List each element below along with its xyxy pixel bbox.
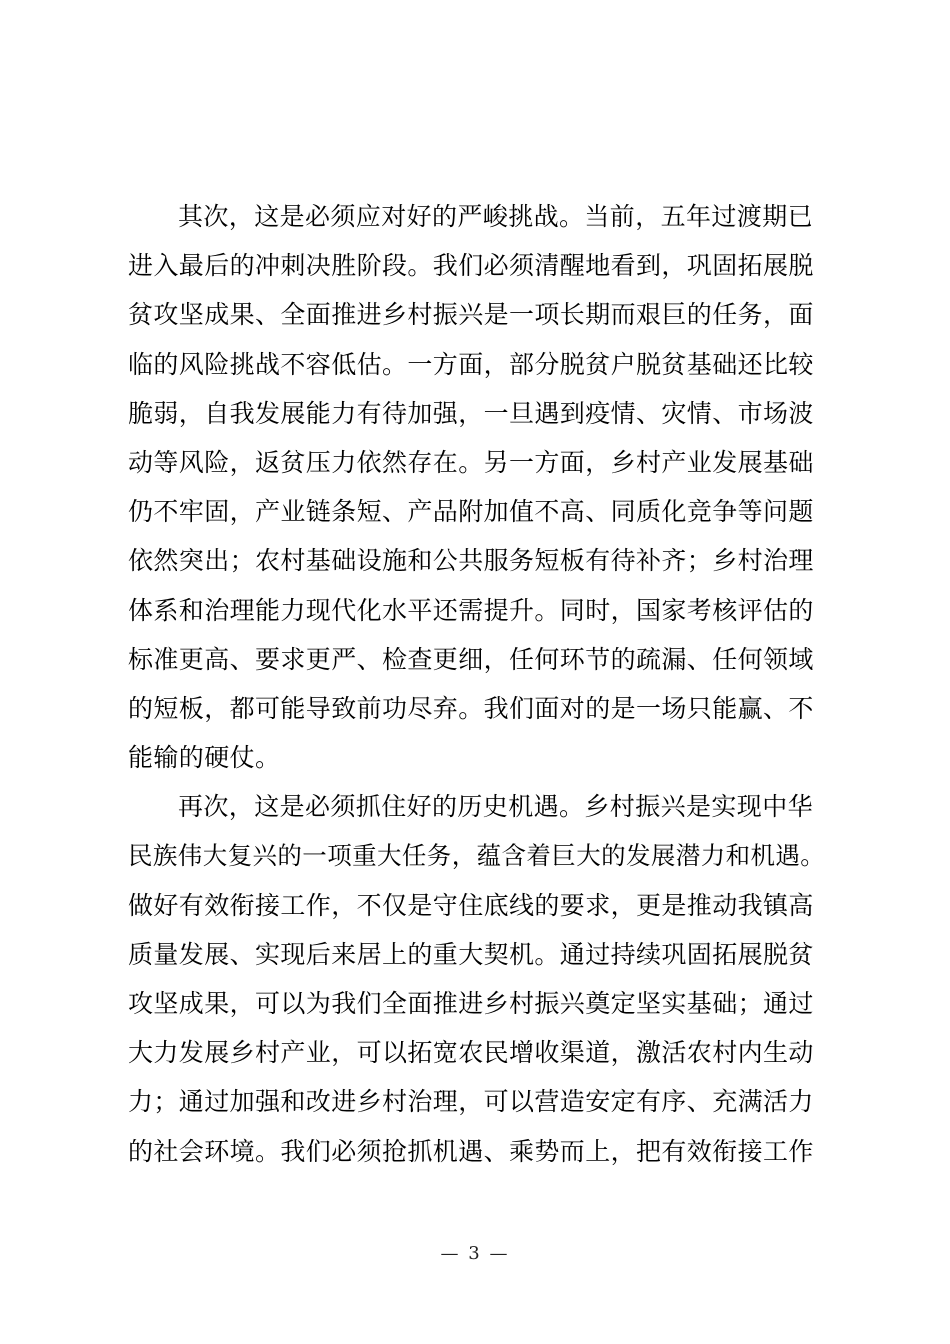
paragraph-line: 大力发展乡村产业，可以拓宽农民增收渠道，激活农村内生动 <box>128 1038 814 1068</box>
paragraph-line: 脆弱，自我发展能力有待加强，一旦遇到疫情、灾情、市场波 <box>128 398 814 428</box>
paragraph-line: 的社会环境。我们必须抢抓机遇、乘势而上，把有效衔接工作 <box>128 1136 814 1166</box>
body-text <box>128 192 824 1176</box>
paragraph-line: 的短板，都可能导致前功尽弃。我们面对的是一场只能赢、不 <box>128 693 814 723</box>
paragraph-challenge <box>128 192 824 782</box>
paragraph-line: 进入最后的冲刺决胜阶段。我们必须清醒地看到，巩固拓展脱 <box>128 251 814 281</box>
paragraph-line: 质量发展、实现后来居上的重大契机。通过持续巩固拓展脱贫 <box>128 939 814 969</box>
paragraph-line: 动等风险，返贫压力依然存在。另一方面，乡村产业发展基础 <box>128 447 814 477</box>
paragraph-line: 能输的硬仗。 <box>128 743 281 773</box>
page-number: — 3 — <box>440 1243 510 1264</box>
paragraph-line: 攻坚成果，可以为我们全面推进乡村振兴奠定坚实基础；通过 <box>128 989 814 1018</box>
paragraph-line: 仍不牢固，产业链条短、产品附加值不高、同质化竞争等问题 <box>128 497 814 527</box>
paragraph-line: 其次，这是必须应对好的严峻挑战。当前，五年过渡期已 <box>178 202 814 231</box>
paragraph-line: 依然突出；农村基础设施和公共服务短板有待补齐；乡村治理 <box>128 546 814 576</box>
paragraph-line: 体系和治理能力现代化水平还需提升。同时，国家考核评估的 <box>128 595 814 625</box>
paragraph-line: 再次，这是必须抓住好的历史机遇。乡村振兴是实现中华 <box>178 792 814 822</box>
paragraph-line: 力；通过加强和改进乡村治理，可以营造安定有序、充满活力 <box>128 1087 814 1117</box>
paragraph-line: 贫攻坚成果、全面推进乡村振兴是一项长期而艰巨的任务，面 <box>128 300 814 330</box>
paragraph-line: 标准更高、要求更严、检查更细，任何环节的疏漏、任何领域 <box>128 644 814 674</box>
paragraph-line: 民族伟大复兴的一项重大任务，蕴含着巨大的发展潜力和机遇。 <box>128 841 826 871</box>
paragraph-line: 做好有效衔接工作，不仅是守住底线的要求，更是推动我镇高 <box>128 890 814 920</box>
paragraph-opportunity <box>128 782 824 1176</box>
paragraph-line: 临的风险挑战不容低估。一方面，部分脱贫户脱贫基础还比较 <box>128 349 814 379</box>
